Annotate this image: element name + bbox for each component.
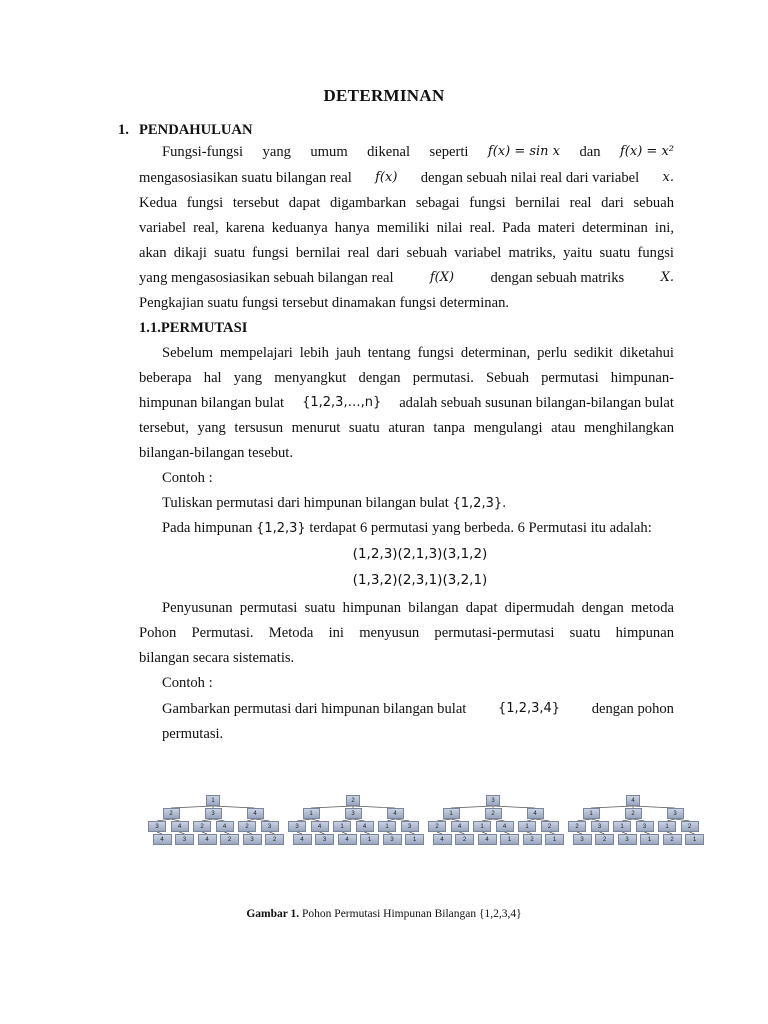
tree-connector [387, 832, 392, 834]
tree-connector [633, 806, 675, 808]
tree-node-level3: 4 [171, 821, 189, 832]
tree-connector [600, 832, 605, 834]
example-text: Gambarkan permutasi dari himpunan bilangan bulat [162, 701, 467, 717]
tree-connector [410, 832, 415, 834]
figure-caption [0, 908, 768, 920]
contoh-label-1: Contoh : [162, 470, 213, 486]
tree-connector [437, 832, 442, 834]
tree-connector [255, 819, 270, 821]
intro-line-3: Kedua fungsi tersebut dapat digambarkan sebagai fungsi bernilai real dari sebuah [139, 195, 674, 211]
contoh-label-2: Contoh : [162, 675, 213, 691]
tree-node-level2: 3 [345, 808, 362, 819]
tree-connector [311, 819, 320, 821]
section-number: 1. [118, 122, 129, 138]
intro-line-7: Pengkajian suatu fungsi tersebut dinamakan fungsi determinan. [139, 295, 510, 311]
tree-node-level4: 2 [455, 834, 474, 845]
tree-node-level4: 4 [433, 834, 452, 845]
tree-node-level3: 3 [148, 821, 166, 832]
perm-line-1: Sebelum mempelajari lebih jauh tentang fungsi determinan, perlu sedikit diketahui [162, 345, 674, 361]
tree-node-level2: 2 [163, 808, 180, 819]
example-1-line [162, 494, 506, 513]
tree-node-level4: 1 [685, 834, 704, 845]
tree-node-level2: 4 [387, 808, 404, 819]
tree-connector [482, 819, 493, 821]
tree-node-level4: 3 [618, 834, 637, 845]
math-fx: f(x) [375, 170, 398, 185]
tree-connector [297, 832, 302, 834]
tree-node-level3: 1 [658, 821, 676, 832]
tree-connector [577, 819, 591, 821]
tree-connector [437, 819, 451, 821]
tree-connector [225, 832, 230, 834]
tree-connector [311, 806, 353, 808]
tree-connector [667, 832, 672, 834]
tree-connector [157, 832, 162, 834]
tree-node-level3: 3 [636, 821, 654, 832]
tree-connector [690, 832, 695, 834]
tree-node-root: 4 [626, 795, 640, 806]
tree-connector [342, 819, 353, 821]
tree-node-level3: 3 [261, 821, 279, 832]
tree-node-level2: 4 [527, 808, 544, 819]
page-title: DETERMINAN [323, 86, 445, 105]
intro-word: yang [262, 144, 291, 160]
intro-line-5: akan dikaji suatu fungsi bernilai real dari sebuah variabel matriks, yaitu suatu fungsi [139, 245, 674, 261]
example-2-line [162, 519, 652, 538]
tree-connector [591, 806, 633, 808]
tree-connector [171, 806, 213, 808]
tree-connector [270, 832, 275, 834]
tree-node-level4: 4 [198, 834, 217, 845]
tree-connector [460, 832, 465, 834]
tree-node-level3: 2 [193, 821, 211, 832]
tree-node-level4: 2 [663, 834, 682, 845]
tree-connector [482, 832, 487, 834]
tree-connector [493, 819, 505, 821]
tree-connector [353, 819, 365, 821]
perm-line-3 [139, 394, 674, 412]
tree-connector [622, 819, 633, 821]
tree-connector [202, 832, 207, 834]
tree-connector [353, 806, 395, 808]
tree-node-root: 3 [486, 795, 500, 806]
tree-connector [577, 832, 582, 834]
perm-line-5: bilangan-bilangan tesebut. [139, 445, 293, 461]
tree-connector [633, 819, 645, 821]
intro-word: dikenal [367, 144, 411, 160]
math-square: f(x) = x² [620, 144, 674, 159]
tree-connector [645, 832, 650, 834]
tree-node-level4: 2 [523, 834, 542, 845]
tree-node-level3: 2 [681, 821, 699, 832]
math-fX: f(X) [429, 270, 455, 285]
tree-connector [387, 819, 395, 821]
tree-node-level3: 3 [401, 821, 419, 832]
tree-node-level3: 1 [333, 821, 351, 832]
tree-node-level2: 1 [583, 808, 600, 819]
tree-node-level4: 2 [265, 834, 284, 845]
tree-node-level4: 1 [545, 834, 564, 845]
example-text: Pada himpunan [162, 520, 253, 536]
tree-connector [591, 819, 600, 821]
example-text: terdapat 6 permutasi yang berbeda. 6 Permutasi itu adalah: [309, 520, 652, 536]
tree-connector [451, 819, 460, 821]
intro-line-1 [162, 143, 674, 161]
math-sin: f(x) = sin x [487, 144, 561, 159]
tree-connector [550, 832, 555, 834]
tree-node-level3: 3 [591, 821, 609, 832]
intro-line-2 [139, 169, 674, 187]
tree-connector [297, 819, 311, 821]
tree-node-level4: 4 [153, 834, 172, 845]
math-set-123: {1,2,3}. [452, 496, 507, 511]
tree-connector [213, 819, 225, 821]
tree-node-level3: 1 [378, 821, 396, 832]
tree-node-level3: 1 [518, 821, 536, 832]
tree-node-level3: 4 [451, 821, 469, 832]
math-X: X. [660, 270, 674, 285]
perm-line-4: tersebut, yang tersusun menurut suatu aturan tanpa mengulangi atau menghilangkan [139, 420, 674, 436]
tree-connector [247, 832, 252, 834]
intro-word: dan [579, 144, 601, 160]
tree-para-line-2: Pohon Permutasi. Metoda ini menyusun permutasi-permutasi suatu himpunan [139, 625, 674, 641]
tree-node-level4: 4 [478, 834, 497, 845]
intro-word: umum [310, 144, 348, 160]
tree-connector [342, 832, 347, 834]
permutation-row-2: (1,3,2)(2,3,1)(3,2,1) [352, 572, 488, 588]
tree-node-level3: 1 [613, 821, 631, 832]
tree-connector [451, 806, 493, 808]
tree-node-level3: 2 [541, 821, 559, 832]
tree-connector [527, 819, 535, 821]
tree-node-level3: 4 [496, 821, 514, 832]
intro-line-6 [139, 269, 674, 287]
tree-node-level4: 2 [220, 834, 239, 845]
tree-connector [365, 832, 370, 834]
section-heading: PENDAHULUAN [139, 122, 253, 138]
intro-text: dengan sebuah nilai real dari variabel [420, 170, 640, 186]
tree-node-level2: 3 [667, 808, 684, 819]
tree-connector [667, 819, 675, 821]
tree-node-level3: 4 [216, 821, 234, 832]
intro-word: Fungsi-fungsi [162, 144, 244, 160]
example-3-line [162, 700, 674, 718]
tree-node-level2: 2 [485, 808, 502, 819]
tree-connector [493, 806, 535, 808]
math-x: x. [662, 170, 674, 185]
tree-node-level2: 2 [625, 808, 642, 819]
tree-node-level2: 4 [247, 808, 264, 819]
tree-node-level2: 3 [205, 808, 222, 819]
tree-node-level4: 3 [175, 834, 194, 845]
tree-para-line-1: Penyusunan permutasi suatu himpunan bilangan dapat dipermudah dengan metoda [162, 600, 674, 616]
tree-connector [247, 819, 255, 821]
intro-text: mengasosiasikan suatu bilangan real [139, 170, 352, 186]
example-text: Tuliskan permutasi dari himpunan bilangan bulat [162, 495, 449, 511]
tree-node-level4: 3 [383, 834, 402, 845]
tree-node-level4: 3 [573, 834, 592, 845]
math-set-n: {1,2,3,…,n} [302, 395, 382, 410]
tree-node-level4: 3 [315, 834, 334, 845]
tree-node-level2: 1 [303, 808, 320, 819]
math-set-1234: {1,2,3,4} [498, 701, 561, 716]
tree-node-level4: 1 [360, 834, 379, 845]
tree-connector [622, 832, 627, 834]
perm-line-2: beberapa hal yang menyangkut dengan permutasi. Sebuah permutasi himpunan- [139, 370, 674, 386]
tree-connector [505, 832, 510, 834]
caption-text: Pohon Permutasi Himpunan Bilangan {1,2,3,4} [302, 908, 522, 920]
tree-node-level3: 4 [356, 821, 374, 832]
intro-line-4: variabel real, karena keduanya hanya memiliki nilai real. Pada materi determinan ini, [139, 220, 674, 236]
tree-connector [535, 819, 550, 821]
example-3-line-2: permutasi. [162, 726, 224, 742]
tree-node-level3: 1 [473, 821, 491, 832]
tree-para-line-3: bilangan secara sistematis. [139, 650, 295, 666]
tree-connector [320, 832, 325, 834]
tree-node-level2: 1 [443, 808, 460, 819]
example-text: dengan pohon [591, 701, 674, 717]
tree-node-level4: 1 [640, 834, 659, 845]
perm-text: adalah sebuah susunan bilangan-bilangan bulat [399, 395, 674, 411]
tree-connector [202, 819, 213, 821]
tree-node-level4: 4 [293, 834, 312, 845]
intro-text: yang mengasosiasikan sebuah bilangan real [139, 270, 394, 286]
tree-connector [675, 819, 690, 821]
tree-node-level4: 1 [405, 834, 424, 845]
intro-word: seperti [429, 144, 469, 160]
tree-connector [527, 832, 532, 834]
subsection-heading: 1.1.PERMUTASI [139, 320, 248, 336]
tree-connector [213, 806, 255, 808]
intro-text: dengan sebuah matriks [490, 270, 625, 286]
tree-connector [395, 819, 410, 821]
tree-node-level3: 2 [238, 821, 256, 832]
permutation-row-1: (1,2,3)(2,1,3)(3,1,2) [352, 546, 488, 562]
tree-node-level4: 1 [500, 834, 519, 845]
tree-connector [180, 832, 185, 834]
tree-node-level3: 2 [428, 821, 446, 832]
math-set-123: {1,2,3} [256, 521, 306, 536]
tree-node-level3: 4 [311, 821, 329, 832]
tree-node-level4: 2 [595, 834, 614, 845]
tree-node-root: 2 [346, 795, 360, 806]
tree-connector [171, 819, 180, 821]
tree-node-level4: 4 [338, 834, 357, 845]
tree-node-level4: 3 [243, 834, 262, 845]
tree-node-root: 1 [206, 795, 220, 806]
tree-connector [157, 819, 171, 821]
caption-label: Gambar 1. [246, 908, 300, 920]
tree-node-level3: 2 [568, 821, 586, 832]
perm-text: himpunan bilangan bulat [139, 395, 285, 411]
tree-node-level3: 3 [288, 821, 306, 832]
